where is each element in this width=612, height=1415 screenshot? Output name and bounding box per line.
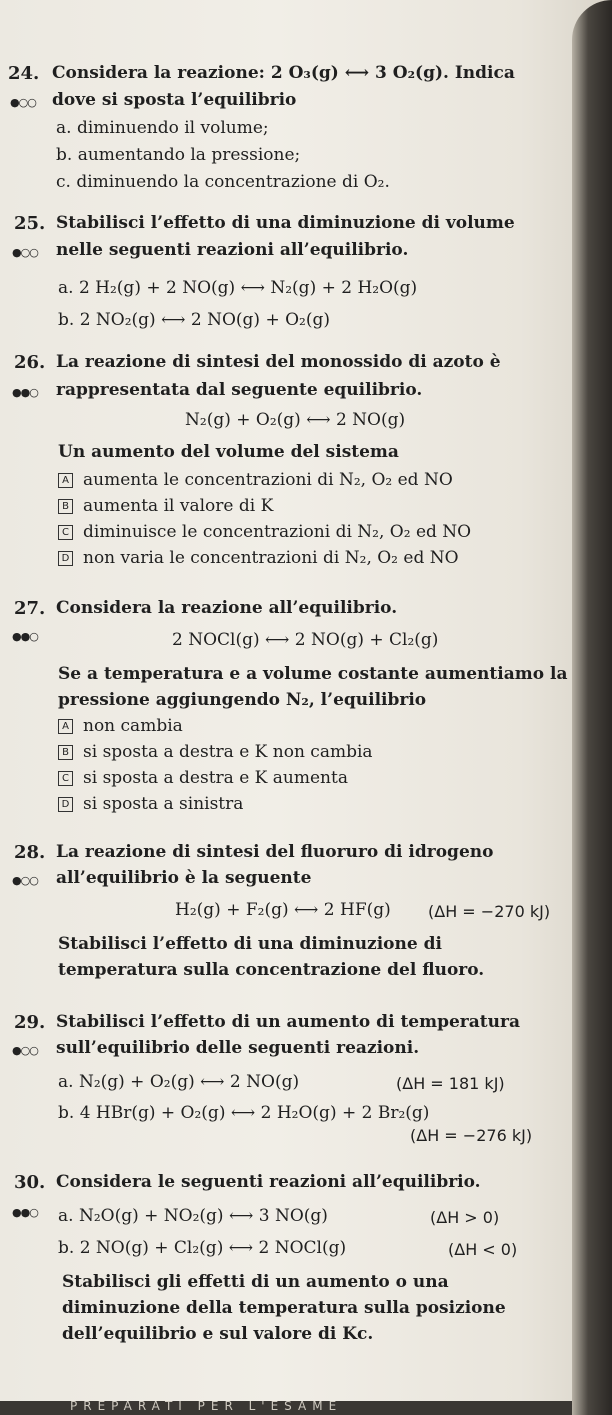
- choice-box-b: B: [58, 499, 73, 514]
- q26-text-line3: Un aumento del volume del sistema: [58, 442, 399, 462]
- q24-text-line2: dove si sposta l’equilibrio: [52, 90, 297, 110]
- choice-box-c: C: [58, 771, 73, 786]
- q24-option-c: c. diminuendo la concentrazione di O₂.: [56, 172, 390, 192]
- difficulty-dots: ●○○: [10, 96, 36, 109]
- q26-choice-c: [58, 522, 471, 542]
- q28-text-line1: La reazione di sintesi del fluoruro di idrogeno: [56, 842, 494, 862]
- q29-text-line1: Stabilisci l’effetto di un aumento di temperatura: [56, 1012, 520, 1032]
- difficulty-dots: ●○○: [12, 874, 38, 887]
- q24-text-line1: Considera la reazione: 2 O₃(g) ⟷ 3 O₂(g). Indica: [52, 63, 515, 83]
- q30-eq-a: a. N₂O(g) + NO₂(g) ⟷ 3 NO(g): [58, 1206, 328, 1226]
- q29-eq-a: a. N₂(g) + O₂(g) ⟷ 2 NO(g): [58, 1072, 300, 1092]
- q28-number: 28.: [14, 842, 46, 863]
- difficulty-dots: ●○○: [12, 246, 38, 259]
- q26-number: 26.: [14, 352, 46, 373]
- q30-enthalpy-b: (ΔH < 0): [448, 1240, 518, 1259]
- q27-equation: 2 NOCl(g) ⟷ 2 NO(g) + Cl₂(g): [172, 630, 439, 650]
- q28-equation: H₂(g) + F₂(g) ⟷ 2 HF(g): [175, 900, 391, 920]
- q27-choice-d: [58, 794, 243, 814]
- choice-text: diminuisce le concentrazioni di N₂, O₂ ed NO: [83, 522, 472, 542]
- q26-choice-d: [58, 548, 459, 568]
- choice-text: si sposta a destra e K non cambia: [83, 742, 373, 762]
- q29-number: 29.: [14, 1012, 46, 1033]
- q27-choice-c: [58, 768, 348, 788]
- q25-text-line2: nelle seguenti reazioni all’equilibrio.: [56, 240, 409, 260]
- q26-text-line2: rappresentata dal seguente equilibrio.: [56, 380, 423, 400]
- q29-eq-b: b. 4 HBr(g) + O₂(g) ⟷ 2 H₂O(g) + 2 Br₂(g): [58, 1103, 430, 1123]
- choice-box-b: B: [58, 745, 73, 760]
- difficulty-dots: ●●○: [12, 630, 38, 643]
- q30-eq-b: b. 2 NO(g) + Cl₂(g) ⟷ 2 NOCl(g): [58, 1238, 347, 1258]
- footer-text: PREPARATI PER L'ESAME: [70, 1399, 343, 1413]
- q27-text-line1: Considera la reazione all’equilibrio.: [56, 598, 398, 618]
- choice-text: aumenta il valore di K: [83, 496, 274, 516]
- q28-text-line4: temperatura sulla concentrazione del fluoro.: [58, 960, 485, 980]
- q24-option-a: a. diminuendo il volume;: [56, 118, 269, 138]
- q29-text-line2: sull’equilibrio delle seguenti reazioni.: [56, 1038, 420, 1058]
- q30-text-line4: dell’equilibrio e sul valore di Kc.: [62, 1324, 374, 1344]
- choice-text: si sposta a destra e K aumenta: [83, 768, 348, 788]
- choice-box-d: D: [58, 551, 73, 566]
- choice-box-c: C: [58, 525, 73, 540]
- q30-text-line3: diminuzione della temperatura sulla posizione: [62, 1298, 506, 1318]
- q27-number: 27.: [14, 598, 46, 619]
- q30-text-line2: Stabilisci gli effetti di un aumento o una: [62, 1272, 449, 1292]
- q27-text-line2: Se a temperatura e a volume costante aumentiamo la: [58, 664, 568, 684]
- choice-text: non cambia: [83, 716, 183, 736]
- choice-box-a: A: [58, 473, 73, 488]
- q28-enthalpy: (ΔH = −270 kJ): [428, 902, 551, 921]
- choice-text: non varia le concentrazioni di N₂, O₂ ed NO: [83, 548, 459, 568]
- q25-text-line1: Stabilisci l’effetto di una diminuzione di volume: [56, 213, 515, 233]
- q26-choice-b: [58, 496, 273, 516]
- q25-option-b: b. 2 NO₂(g) ⟷ 2 NO(g) + O₂(g): [58, 310, 330, 330]
- choice-text: si sposta a sinistra: [83, 794, 244, 814]
- q24-option-b: b. aumentando la pressione;: [56, 145, 301, 165]
- q24-number: 24.: [8, 63, 40, 84]
- q26-text-line1: La reazione di sintesi del monossido di azoto è: [56, 352, 501, 372]
- q29-enthalpy-b: (ΔH = −276 kJ): [410, 1126, 533, 1145]
- q30-number: 30.: [14, 1172, 46, 1193]
- difficulty-dots: ●●○: [12, 1206, 38, 1219]
- choice-box-d: D: [58, 797, 73, 812]
- q25-option-a: a. 2 H₂(g) + 2 NO(g) ⟷ N₂(g) + 2 H₂O(g): [58, 278, 418, 298]
- book-spine: [572, 0, 612, 1415]
- q27-choice-b: [58, 742, 373, 762]
- q30-text-line1: Considera le seguenti reazioni all’equilibrio.: [56, 1172, 481, 1192]
- q27-choice-a: [58, 716, 183, 736]
- q27-text-line3: pressione aggiungendo N₂, l’equilibrio: [58, 690, 427, 710]
- q26-choice-a: [58, 470, 453, 490]
- difficulty-dots: ●○○: [12, 1044, 38, 1057]
- choice-box-a: A: [58, 719, 73, 734]
- difficulty-dots: ●●○: [12, 386, 38, 399]
- q28-text-line3: Stabilisci l’effetto di una diminuzione di: [58, 934, 442, 954]
- choice-text: aumenta le concentrazioni di N₂, O₂ ed NO: [83, 470, 453, 490]
- q26-equation: N₂(g) + O₂(g) ⟷ 2 NO(g): [185, 410, 406, 430]
- q25-number: 25.: [14, 213, 46, 234]
- q29-enthalpy-a: (ΔH = 181 kJ): [396, 1074, 505, 1093]
- q28-text-line2: all’equilibrio è la seguente: [56, 868, 312, 888]
- q30-enthalpy-a: (ΔH > 0): [430, 1208, 500, 1227]
